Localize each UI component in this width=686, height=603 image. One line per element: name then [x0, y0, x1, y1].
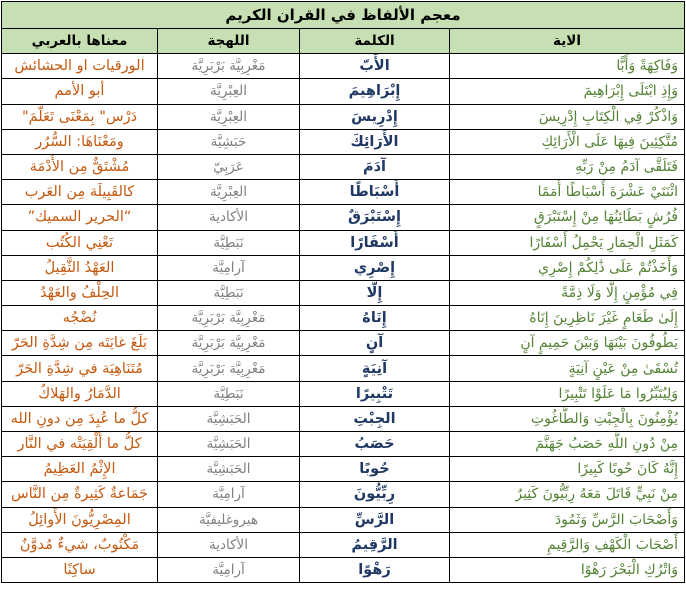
word-cell[interactable]: أَسْفَارًا	[300, 230, 450, 255]
aya-cell[interactable]: وَفَاكِهَةً وَأَبًّا	[450, 54, 685, 79]
dialect-cell[interactable]: الحَبَشِيَّة	[158, 432, 300, 457]
dialect-cell[interactable]: العِبْرِيَّة	[158, 104, 300, 129]
dialect-cell[interactable]: مَغْرِبِيَّة بَرْبَرِيَّة	[158, 331, 300, 356]
table-row	[2, 54, 685, 79]
word-cell[interactable]: الأَرَائِكَ	[300, 129, 450, 154]
meaning-cell[interactable]: العَهْدُ الثَّقِيلُ	[2, 255, 158, 280]
dialect-cell[interactable]: العِبْرِيَّة	[158, 79, 300, 104]
table-row	[2, 154, 685, 179]
table-row	[2, 331, 685, 356]
dialect-cell[interactable]: مَغْرِبِيَّة بَرْبَرِيَّة	[158, 356, 300, 381]
aya-cell[interactable]: فُرُشٍ بَطَائِنُهَا مِنْ إِسْتَبْرَقٍ	[450, 205, 685, 230]
dialect-cell[interactable]: نَبَطِيَّة	[158, 280, 300, 305]
meaning-cell[interactable]: نُضْجُه	[2, 306, 158, 331]
table-row	[2, 104, 685, 129]
aya-cell[interactable]: وَإِذِ ابْتَلَى إِبْرَاهِيمَ	[450, 79, 685, 104]
meaning-cell[interactable]: كالقَبِيلَة مِن العَرب	[2, 180, 158, 205]
dialect-cell[interactable]: آرامِيَّة	[158, 557, 300, 582]
meaning-cell[interactable]: مُشْتَقٌّ مِن الأُدْمَة	[2, 154, 158, 179]
meaning-cell[interactable]: المِصْرِيُّونَ الأَوائِلُ	[2, 507, 158, 532]
header-aya[interactable]: الاية	[450, 29, 685, 54]
aya-cell[interactable]: فِي مُؤْمِنٍ إِلًّا وَلَا ذِمَّةً	[450, 280, 685, 305]
aya-cell[interactable]: يُؤْمِنُونَ بِالْجِبْتِ وَالطَّاغُوتِ	[450, 406, 685, 431]
meaning-cell[interactable]: أبو الأمم	[2, 79, 158, 104]
dialect-cell[interactable]: نَبَطِيَّة	[158, 230, 300, 255]
word-cell[interactable]: إِصْرِي	[300, 255, 450, 280]
aya-cell[interactable]: مُتَّكِئِينَ فِيهَا عَلَى الْأَرَائِكِ	[450, 129, 685, 154]
table-row	[2, 356, 685, 381]
meaning-cell[interactable]: مُتَنَاهِيَة في شِدَّةِ الحَرّ	[2, 356, 158, 381]
table-row	[2, 280, 685, 305]
meaning-cell[interactable]: دَرْس" بِمَعْنَى تَعَلَّمَ"	[2, 104, 158, 129]
aya-cell[interactable]: وَاذْكُرْ فِي الْكِتَابِ إِدْرِيسَ	[450, 104, 685, 129]
dialect-cell[interactable]: حَبَشِيَّة	[158, 129, 300, 154]
word-cell[interactable]: إِبْرَاهِيمَ	[300, 79, 450, 104]
aya-cell[interactable]: يَطُوفُونَ بَيْنَهَا وَبَيْنَ حَمِيمٍ آنٍ	[450, 331, 685, 356]
table-row	[2, 482, 685, 507]
word-cell[interactable]: الرَّقِيمُ	[300, 532, 450, 557]
table-row	[2, 457, 685, 482]
lexicon-table	[1, 1, 685, 583]
meaning-cell[interactable]: الإِثْمُ العَظِيمُ	[2, 457, 158, 482]
meaning-cell[interactable]: “الحرير السميك”	[2, 205, 158, 230]
aya-cell[interactable]: أَصْحَابَ الْكَهْفِ وَالرَّقِيمِ	[450, 532, 685, 557]
aya-cell[interactable]: وَأَصْحَابَ الرَّسِّ وَثَمُودَ	[450, 507, 685, 532]
word-cell[interactable]: تَتْبِيرًا	[300, 381, 450, 406]
table-row	[2, 406, 685, 431]
word-cell[interactable]: حَصَبُ	[300, 432, 450, 457]
table-row	[2, 230, 685, 255]
word-cell[interactable]: آنٍ	[300, 331, 450, 356]
meaning-cell[interactable]: كلُّ ما عُبِدَ مِن دونِ الله	[2, 406, 158, 431]
word-cell[interactable]: إِدْرِيسَ	[300, 104, 450, 129]
table-row	[2, 79, 685, 104]
dialect-cell[interactable]: هيروغليفيَّة	[158, 507, 300, 532]
aya-cell[interactable]: اثْنَتَيْ عَشْرَةَ أَسْبَاطًا أُمَمًا	[450, 180, 685, 205]
table-body	[2, 54, 685, 583]
meaning-cell[interactable]: كلُّ ما أُلْقِيَتْه في النَّار	[2, 432, 158, 457]
aya-cell[interactable]: وَلِيُتَبِّرُوا مَا عَلَوْا تَتْبِيرًا	[450, 381, 685, 406]
dialect-cell[interactable]: العِبْرِيَّة	[158, 180, 300, 205]
aya-cell[interactable]: كَمَثَلِ الْحِمَارِ يَحْمِلُ أَسْفَارًا	[450, 230, 685, 255]
meaning-cell[interactable]: جَمَاعةٌ كَثِيرةٌ مِن النَّاس	[2, 482, 158, 507]
word-cell[interactable]: رَهْوًا	[300, 557, 450, 582]
aya-cell[interactable]: وَأَخَذْتُمْ عَلَى ذَٰلِكُمْ إِصْرِي	[450, 255, 685, 280]
meaning-cell[interactable]: الدَّمَارُ والهَلاكُ	[2, 381, 158, 406]
word-cell[interactable]: إِلًّا	[300, 280, 450, 305]
aya-cell[interactable]: فَتَلَقَّى آدَمُ مِنْ رَبِّهِ	[450, 154, 685, 179]
meaning-cell[interactable]: بَلَغَ غايَتَه مِن شِدَّةِ الحَرّ	[2, 331, 158, 356]
word-cell[interactable]: آدَمَ	[300, 154, 450, 179]
dialect-cell[interactable]: آرامِيَّة	[158, 255, 300, 280]
table-row	[2, 205, 685, 230]
table-row	[2, 180, 685, 205]
word-cell[interactable]: إِنَاهُ	[300, 306, 450, 331]
table-row	[2, 432, 685, 457]
meaning-cell[interactable]: الورقيات او الحشائش	[2, 54, 158, 79]
dialect-cell[interactable]: نَبَطِيَّة	[158, 381, 300, 406]
table-row	[2, 507, 685, 532]
meaning-cell[interactable]: ومَعْنَاهَا: السُّرُر	[2, 129, 158, 154]
header-word[interactable]: الكلمة	[300, 29, 450, 54]
word-cell[interactable]: أَسْبَاطًا	[300, 180, 450, 205]
dialect-cell[interactable]: الحَبَشِيَّة	[158, 457, 300, 482]
dialect-cell[interactable]: الحَبَشِيَّة	[158, 406, 300, 431]
meaning-cell[interactable]: الحِلْفُ والعَهْدُ	[2, 280, 158, 305]
dialect-cell[interactable]: مَغْرِبِيَّة بَرْبَرِيَّة	[158, 54, 300, 79]
word-cell[interactable]: حُوبًا	[300, 457, 450, 482]
table-row	[2, 255, 685, 280]
header-dialect[interactable]: اللهجة	[158, 29, 300, 54]
aya-cell[interactable]: إِنَّهُ كَانَ حُوبًا كَبِيرًا	[450, 457, 685, 482]
word-cell[interactable]: الجِبْتِ	[300, 406, 450, 431]
table-title[interactable]: معجم الألفاظ في القران الكريم	[2, 2, 685, 29]
aya-cell[interactable]: وَاتْرُكِ الْبَحْرَ رَهْوًا	[450, 557, 685, 582]
table-row	[2, 532, 685, 557]
header-meaning[interactable]: معناها بالعربي	[2, 29, 158, 54]
table-row	[2, 557, 685, 582]
dialect-cell[interactable]: الأكادية	[158, 532, 300, 557]
word-cell[interactable]: آنِيَةٍ	[300, 356, 450, 381]
aya-cell[interactable]: إِلَىٰ طَعَامٍ غَيْرَ نَاظِرِينَ إِنَاهُ	[450, 306, 685, 331]
title-row	[2, 2, 685, 29]
word-cell[interactable]: إِسْتَبْرَقٌ	[300, 205, 450, 230]
dialect-cell[interactable]: آرامِيَّة	[158, 482, 300, 507]
aya-cell[interactable]: تُسْقَىٰ مِنْ عَيْنٍ آنِيَةٍ	[450, 356, 685, 381]
word-cell[interactable]: رِبِّيُّونَ	[300, 482, 450, 507]
table-row	[2, 381, 685, 406]
meaning-cell[interactable]: مَكْتُوبٌ، شيءٌ مُدوَّنٌ	[2, 532, 158, 557]
dialect-cell[interactable]: عَرَبِيّ	[158, 154, 300, 179]
meaning-cell[interactable]: ساكِنًا	[2, 557, 158, 582]
header-row	[2, 29, 685, 54]
word-cell[interactable]: الأَبّ	[300, 54, 450, 79]
dialect-cell[interactable]: الأكادية	[158, 205, 300, 230]
aya-cell[interactable]: مِنْ نَبِيٍّ قَاتَلَ مَعَهُ رِبِّيُّونَ كَثِيرٌ	[450, 482, 685, 507]
table-row	[2, 306, 685, 331]
table-row	[2, 129, 685, 154]
aya-cell[interactable]: مِنْ دُونِ اللَّهِ حَصَبُ جَهَنَّمَ	[450, 432, 685, 457]
dictionary-sheet	[1, 1, 685, 601]
word-cell[interactable]: الرَّسِّ	[300, 507, 450, 532]
dialect-cell[interactable]: مَغْرِبِيَّة بَرْبَرِيَّة	[158, 306, 300, 331]
meaning-cell[interactable]: تَعْنِي الكُتُب	[2, 230, 158, 255]
